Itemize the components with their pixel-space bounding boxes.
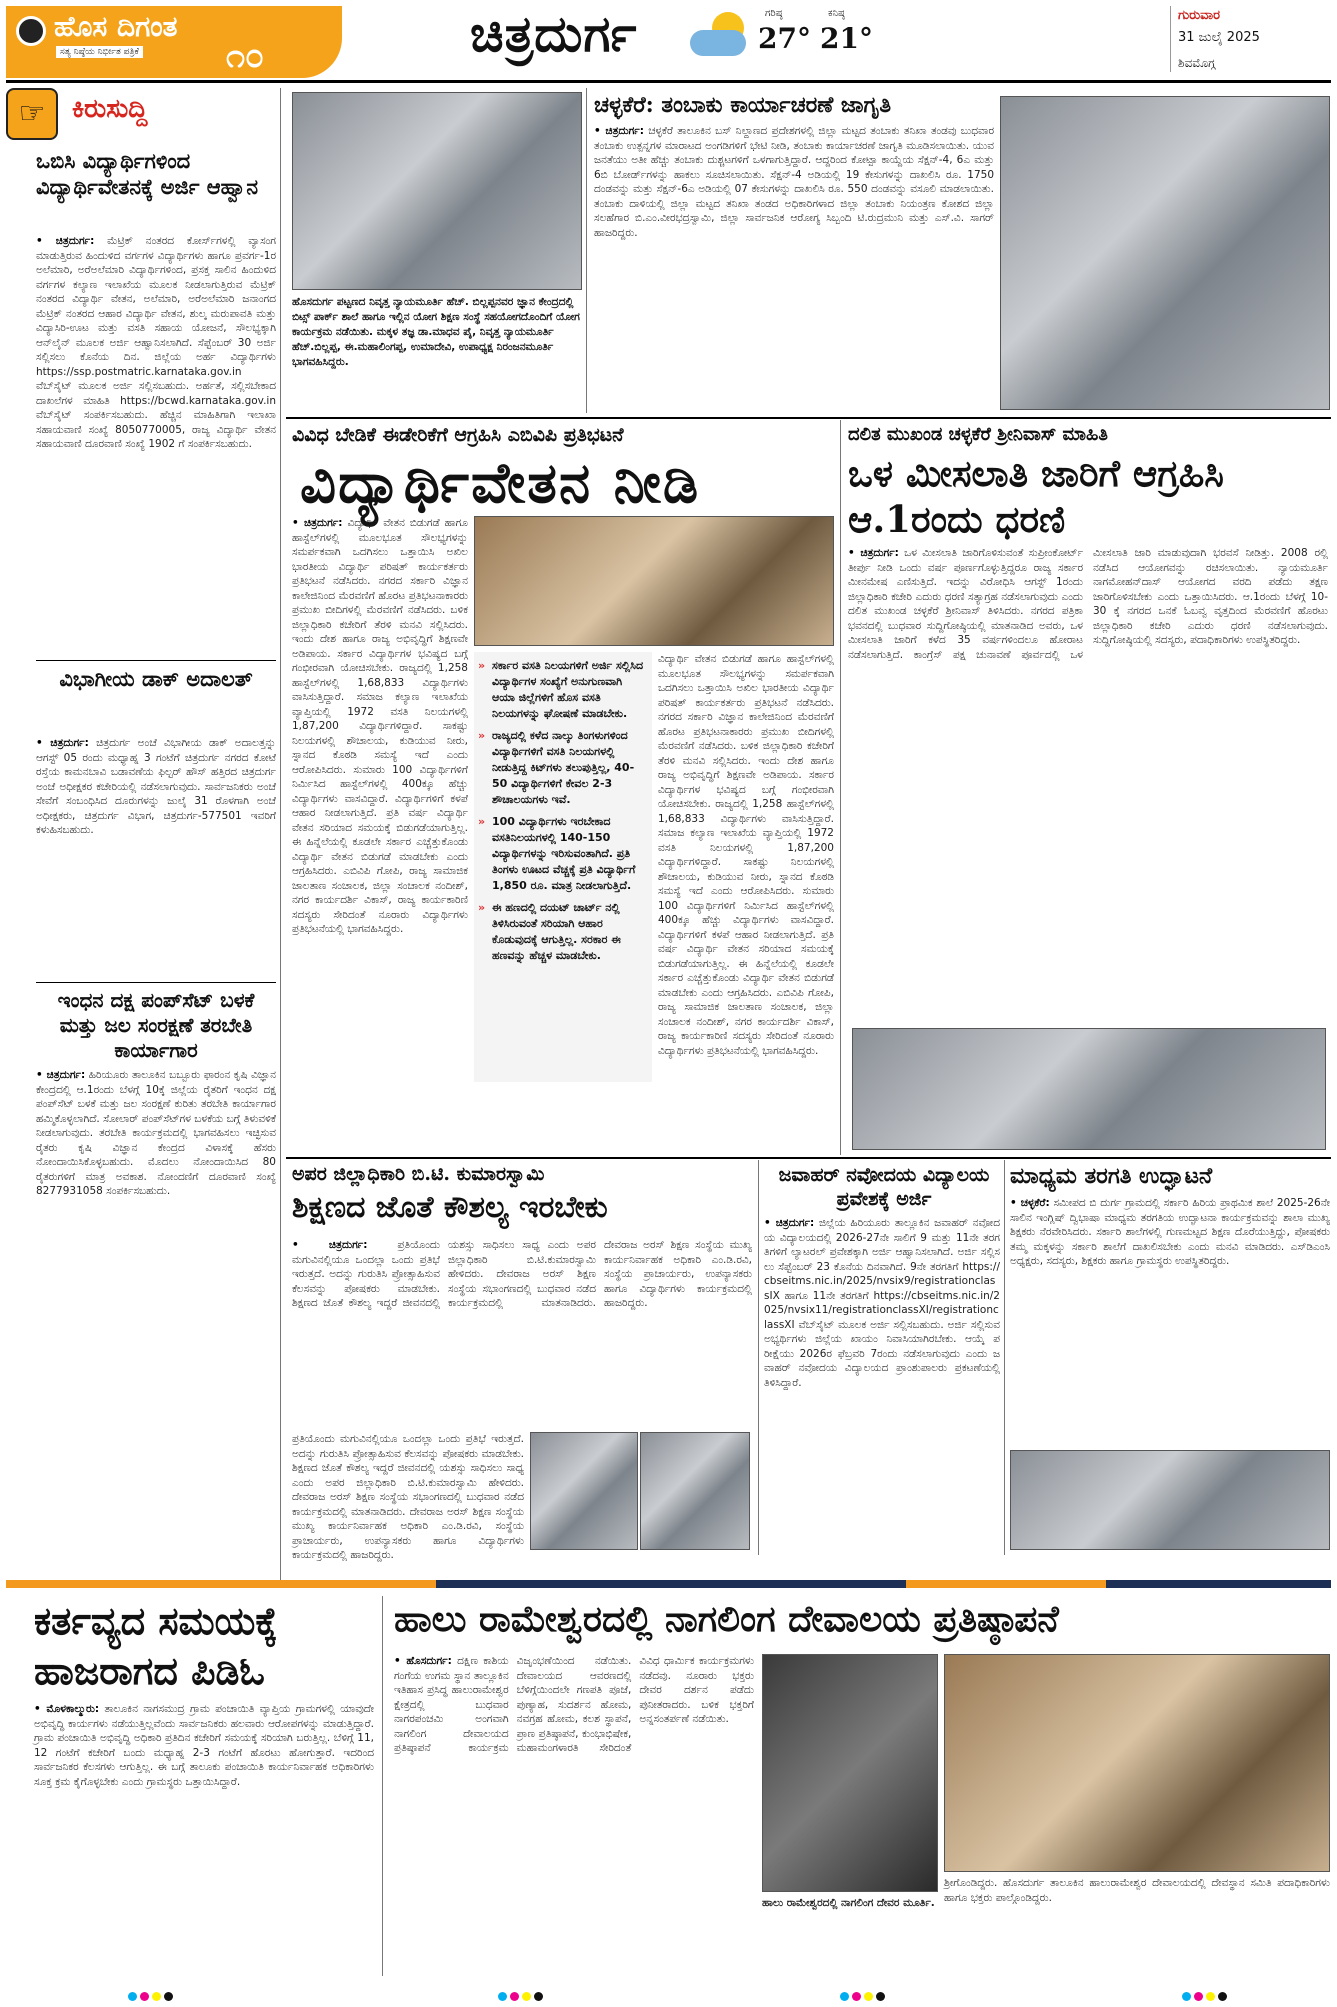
section-color-bar [6, 1580, 1331, 1588]
highlight-item: » 100 ವಿದ್ಯಾರ್ಥಿಗಳು ಇರಬೇಕಾದ ವಸತಿನಿಲಯಗಳಲ್ಲಿ 140-150 ವಿದ್ಯಾರ್ಥಿಗಳನ್ನು ಇರಿಸುವಂತಾಗಿದೆ. ಪ್ರತಿ ತಿಂಗಳು ಊಟದ ವೆಚ್ಚಕ್ಕೆ ಪ್ರತಿ ವಿದ್ಯಾರ್ಥಿಗೆ 1,850 ರೂ. ಮಾತ್ರ ನೀಡಲಾಗುತ್ತಿದೆ. [478, 814, 648, 894]
kiru-2-dateline: • ಚಿತ್ರದುರ್ಗ: [36, 737, 89, 749]
skills-dateline: • ಚಿತ್ರದುರ್ಗ: [292, 1239, 368, 1251]
dalit-dateline: • ಚಿತ್ರದುರ್ಗ: [848, 547, 899, 559]
skills-text-cont: ಪ್ರತಿಯೊಂದು ಮಗುವಿನಲ್ಲಿಯೂ ಒಂದಲ್ಲಾ ಒಂದು ಪ್ರತಿಭೆ ಇರುತ್ತದೆ. ಅದನ್ನು ಗುರುತಿಸಿ ಪ್ರೋತ್ಸಾಹಿಸುವ ಕೆಲಸವನ್ನು ಪೋಷಕರು ಮಾಡಬೇಕು. ಶಿಕ್ಷಣದ ಜೊತೆ ಕೌಶಲ್ಯ ಇದ್ದರೆ ಜೀವನದಲ್ಲಿ ಯಶಸ್ಸು ಸಾಧಿಸಲು ಸಾಧ್ಯ ಎಂದು ಅಪರ ಜಿಲ್ಲಾಧಿಕಾರಿ ಬಿ.ಟಿ.ಕುಮಾರಸ್ವಾಮಿ ಹೇಳಿದರು. ದೇವರಾಜ ಅರಸ್ ಶಿಕ್ಷಣ ಸಂಸ್ಥೆಯ ಸಭಾಂಗಣದಲ್ಲಿ ಬುಧವಾರ ನಡೆದ ಕಾರ್ಯಕ್ರಮದಲ್ಲಿ ಮಾತನಾಡಿದರು. ದೇವರಾಜ ಅರಸ್ ಶಿಕ್ಷಣ ಸಂಸ್ಥೆಯ ಮುಖ್ಯ ಕಾರ್ಯನಿರ್ವಾಹಕ ಅಧಿಕಾರಿ ಎಂ.ಡಿ.ರವಿ, ಸಂಸ್ಥೆಯ ಪ್ರಾಚಾರ್ಯರು, ಉಪನ್ಯಾಸಕರು ಹಾಗೂ ವಿದ್ಯಾರ್ಥಿಗಳು ಕಾರ್ಯಕ್ರಮದಲ್ಲಿ ಹಾಜರಿದ್ದರು. [292, 1433, 524, 1561]
temple-text: ದಕ್ಷಿಣ ಕಾಶಿಯ ಗಂಗೆಯ ಉಗಮ ಸ್ಥಾನ ತಾಲ್ಲೂಕಿನ ಇತಿಹಾಸ ಪ್ರಸಿದ್ಧ ಹಾಲುರಾಮೇಶ್ವರ ಕ್ಷೇತ್ರದಲ್ಲಿ ಬುಧವಾರ ನಾಗರಪಂಚಮಿ ಅಂಗವಾಗಿ ನಾಗಲಿಂಗ ದೇವಾಲಯದ ಪ್ರತಿಷ್ಠಾಪನೆ ಕಾರ್ಯಕ್ರಮ ವಿಜೃಂಭಣೆಯಿಂದ ನಡೆಯಿತು. ದೇವಾಲಯದ ಆವರಣದಲ್ಲಿ ಬೆಳಿಗ್ಗೆಯಿಂದಲೇ ಗಣಪತಿ ಪೂಜೆ, ಪುಣ್ಯಾಹ, ಸುದರ್ಶನ ಹೋಮ, ನವಗ್ರಹ ಹೋಮ, ಕಲಶ ಸ್ಥಾಪನೆ, ಪ್ರಾಣ ಪ್ರತಿಷ್ಠಾಪನೆ, ಕುಂಭಾಭಿಷೇಕ, ಮಹಾಮಂಗಳಾರತಿ ಸೇರಿದಂತೆ ವಿವಿಧ ಧಾರ್ಮಿಕ ಕಾರ್ಯಕ್ರಮಗಳು ನಡೆದವು. ನೂರಾರು ಭಕ್ತರು ದೇವರ ದರ್ಶನ ಪಡೆದು ಪುನೀತರಾದರು. ಬಳಿಕ ಭಕ್ತರಿಗೆ ಅನ್ನಸಂತರ್ಪಣೆ ನಡೆಯಿತು. [394, 1655, 754, 1754]
kiru-3-text: ಹಿರಿಯೂರು ತಾಲೂಕಿನ ಬಬ್ಬೂರು ಫಾರಂನ ಕೃಷಿ ವಿಜ್ಞಾನ ಕೇಂದ್ರದಲ್ಲಿ ಆ.1ರಂದು ಬೆಳಗ್ಗೆ 10ಕ್ಕೆ ಜಿಲ್ಲೆಯ ರೈತರಿಗೆ ಇಂಧನ ದಕ್ಷ ಪಂಪ್‌ಸೆಟ್ ಬಳಕೆ ಮತ್ತು ಜಲ ಸಂರಕ್ಷಣೆ ಕುರಿತು ತರಬೇತಿ ಕಾರ್ಯಾಗಾರ ಹಮ್ಮಿಕೊಳ್ಳಲಾಗಿದೆ. ಸೋಲಾರ್ ಪಂಪ್‌ಸೆಟ್‌ಗಳ ಬಳಕೆಯ ಬಗ್ಗೆ ತಿಳುವಳಿಕೆ ನೀಡಲಾಗುವುದು. ತರಬೇತಿ ಕಾರ್ಯಕ್ರಮದಲ್ಲಿ ಭಾಗವಹಿಸಲು ಇಚ್ಛಿಸುವ ರೈತರು ಕೃಷಿ ವಿಜ್ಞಾನ ಕೇಂದ್ರದ ವಿಳಾಸಕ್ಕೆ ಹೆಸರು ನೋಂದಾಯಿಸಿಕೊಳ್ಳಬಹುದು. ಮೊದಲು ನೋಂದಾಯಿಸಿದ 80 ರೈತರುಗಳಿಗೆ ಮಾತ್ರ ಅವಕಾಶ. ನೋಂದಣಿಗೆ ದೂರವಾಣಿ ಸಂಖ್ಯೆ 8277931058 ಸಂಪರ್ಕಿಸಬಹುದು. [36, 1069, 276, 1197]
bar-orange-left [6, 1580, 436, 1588]
navodaya-dateline: • ಚಿತ್ರದುರ್ಗ: [764, 1217, 815, 1229]
dalit-body [848, 546, 1328, 1026]
skills-text: ಪ್ರತಿಯೊಂದು ಮಗುವಿನಲ್ಲಿಯೂ ಒಂದಲ್ಲಾ ಒಂದು ಪ್ರತಿಭೆ ಇರುತ್ತದೆ. ಅದನ್ನು ಗುರುತಿಸಿ ಪ್ರೋತ್ಸಾಹಿಸುವ ಕೆಲಸವನ್ನು ಪೋಷಕರು ಮಾಡಬೇಕು. ಶಿಕ್ಷಣದ ಜೊತೆ ಕೌಶಲ್ಯ ಇದ್ದರೆ ಜೀವನದಲ್ಲಿ ಯಶಸ್ಸು ಸಾಧಿಸಲು ಸಾಧ್ಯ ಎಂದು ಅಪರ ಜಿಲ್ಲಾಧಿಕಾರಿ ಬಿ.ಟಿ.ಕುಮಾರಸ್ವಾಮಿ ಹೇಳಿದರು. ದೇವರಾಜ ಅರಸ್ ಶಿಕ್ಷಣ ಸಂಸ್ಥೆಯ ಸಭಾಂಗಣದಲ್ಲಿ ಬುಧವಾರ ನಡೆದ ಕಾರ್ಯಕ್ರಮದಲ್ಲಿ ಮಾತನಾಡಿದರು. ದೇವರಾಜ ಅರಸ್ ಶಿಕ್ಷಣ ಸಂಸ್ಥೆಯ ಮುಖ್ಯ ಕಾರ್ಯನಿರ್ವಾಹಕ ಅಧಿಕಾರಿ ಎಂ.ಡಿ.ರವಿ, ಸಂಸ್ಥೆಯ ಪ್ರಾಚಾರ್ಯರು, ಉಪನ್ಯಾಸಕರು ಹಾಗೂ ವಿದ್ಯಾರ್ಥಿಗಳು ಕಾರ್ಯಕ್ರಮದಲ್ಲಿ ಹಾಜರಿದ್ದರು. [292, 1239, 752, 1309]
temple-body [394, 1654, 754, 1972]
skills-headline: ಶಿಕ್ಷಣದ ಜೊತೆ ಕೌಶಲ್ಯ ಇರಬೇಕು [292, 1190, 608, 1225]
pdo-headline: ಕರ್ತವ್ಯದ ಸಮಯಕ್ಕೆ ಹಾಜರಾಗದ ಪಿಡಿಓ [34, 1598, 278, 1693]
edition-title: ಚಿತ್ರದುರ್ಗ [470, 4, 638, 63]
skills-event-photo-2 [640, 1432, 750, 1550]
skills-kicker: ಅಪರ ಜಿಲ್ಲಾಧಿಕಾರಿ ಬಿ.ಟಿ. ಕುಮಾರಸ್ವಾಮಿ [292, 1163, 545, 1185]
kirusuddi-label: ಕಿರುಸುದ್ದಿ [72, 94, 148, 124]
dalit-headline: ಒಳ ಮೀಸಲಾತಿ ಜಾರಿಗೆ ಆಗ್ರಹಿಸಿ ಆ.1ರಂದು ಧರಣಿ [848, 451, 1224, 541]
temp-max-label: ಗರಿಷ್ಠ [765, 8, 783, 19]
skills-body-lower [292, 1432, 524, 1561]
scholarship-body-col3 [658, 652, 834, 1152]
column-rule-pdo [382, 1596, 383, 1976]
city-label: ಶಿವಮೊಗ್ಗ [1178, 56, 1216, 70]
kiru-2-body [36, 736, 276, 976]
scholarship-body-col1 [292, 516, 468, 1156]
temp-min-label: ಕನಿಷ್ಠ [828, 8, 845, 19]
kirusuddi-badge [6, 88, 246, 140]
temp-min: 21° [820, 22, 873, 55]
highlight-item: » ಸರ್ಕಾರ ವಸತಿ ನಿಲಯಗಳಿಗೆ ಅರ್ಜಿ ಸಲ್ಲಿಸಿದ ವಿದ್ಯಾರ್ಥಿಗಳ ಸಂಖ್ಯೆಗೆ ಅನುಗುಣವಾಗಿ ಆಯಾ ಜಿಲ್ಲೆಗಳಿಗೆ ಹೊಸ ವಸತಿ ನಿಲಯಗಳನ್ನು ಘೋಷಣೆ ಮಾಡಬೇಕು. [478, 658, 648, 722]
paper-logo-block [6, 6, 342, 78]
kiru-2-text: ಚಿತ್ರದುರ್ಗ ಅಂಚೆ ವಿಭಾಗೀಯ ಡಾಕ್ ಅದಾಲತ್ತನ್ನು ಆಗಸ್ಟ್ 05 ರಂದು ಮಧ್ಯಾಹ್ನ 3 ಗಂಟೆಗೆ ಚಿತ್ರದುರ್ಗ ನಗರದ ಕೋಟೆ ರಸ್ತೆಯ ಕಾಮನಬಾವಿ ಬಡಾವಣೆಯ ಫಿಲ್ಟರ್ ಹೌಸ್ ಹತ್ತಿರದ ಚಿತ್ರದುರ್ಗ ಅಂಚೆ ಅಧೀಕ್ಷಕರ ಕಚೇರಿಯಲ್ಲಿ ನಡೆಸಲಾಗುವುದು. ಸಾರ್ವಜನಿಕರು ಅಂಚೆ ಸೇವೆಗೆ ಸಂಬಂಧಿಸಿದ ದೂರುಗಳನ್ನು ಜುಲೈ 31 ರೊಳಗಾಗಿ ಅಂಚೆ ಅಧೀಕ್ಷಕರು, ಚಿತ್ರದುರ್ಗ ವಿಭಾಗ, ಚಿತ್ರದುರ್ಗ-577501 ಇವರಿಗೆ ಕಳುಹಿಸಬಹುದು. [36, 737, 276, 836]
print-registration-dots-1 [128, 1986, 176, 2005]
pdo-text: ತಾಲೂಕಿನ ನಾಗಸಮುದ್ರ ಗ್ರಾಮ ಪಂಚಾಯಿತಿ ವ್ಯಾಪ್ತಿಯ ಗ್ರಾಮಗಳಲ್ಲಿ ಯಾವುದೇ ಅಭಿವೃದ್ಧಿ ಕಾರ್ಯಗಳು ನಡೆಯುತ್ತಿಲ್ಲವೆಂದು ಸಾರ್ವಜನಿಕರು ಹಲವಾರು ಆರೋಪಗಳನ್ನು ಮಾಡುತ್ತಿದ್ದಾರೆ. ಗ್ರಾಮ ಪಂಚಾಯಿತಿ ಅಭಿವೃದ್ಧಿ ಅಧಿಕಾರಿ ಪ್ರತಿದಿನ ಕಚೇರಿಗೆ ಸಮಯಕ್ಕೆ ಸರಿಯಾಗಿ ಬರುತ್ತಿಲ್ಲ. ಬೆಳಿಗ್ಗೆ 11, 12 ಗಂಟೆಗೆ ಕಚೇರಿಗೆ ಬಂದು ಮಧ್ಯಾಹ್ನ 2-3 ಗಂಟೆಗೆ ಹೊರಟು ಹೋಗುತ್ತಾರೆ. ಇದರಿಂದ ಸಾರ್ವಜನಿಕರ ಕೆಲಸಗಳು ಆಗುತ್ತಿಲ್ಲ. ಈ ಬಗ್ಗೆ ತಾಲೂಕು ಪಂಚಾಯಿತಿ ಕಾರ್ಯನಿರ್ವಾಹಕ ಅಧಿಕಾರಿಗಳು ಸೂಕ್ತ ಕ್ರಮ ಕೈಗೊಳ್ಳಬೇಕು ಎಂದು ಗ್ರಾಮಸ್ಥರು ಒತ್ತಾಯಿಸಿದ್ದಾರೆ. [34, 1703, 375, 1788]
tobacco-headline: ಚಳ್ಳಕೆರೆ: ತಂಬಾಕು ಕಾರ್ಯಾಚರಣೆ ಜಾಗೃತಿ [594, 92, 892, 118]
kiru-1-headline: ಒಬಿಸಿ ವಿದ್ಯಾರ್ಥಿಗಳಿಂದ ವಿದ್ಯಾರ್ಥಿವೇತನಕ್ಕೆ ಅರ್ಜಿ ಆಹ್ವಾನ [36, 148, 259, 199]
pdo-dateline: • ಮೊಳಕಾಲ್ಮುರು: [34, 1703, 100, 1715]
masthead [0, 0, 1337, 80]
scholarship-kicker: ವಿವಿಧ ಬೇಡಿಕೆ ಈಡೇರಿಕೆಗೆ ಆಗ್ರಹಿಸಿ ಎಬಿವಿಪಿ ಪ್ರತಿಭಟನೆ [292, 424, 624, 446]
navodaya-text: ಜಿಲ್ಲೆಯ ಹಿರಿಯೂರು ತಾಲ್ಲೂಕಿನ ಜವಾಹರ್ ನವೋದಯ ವಿದ್ಯಾಲಯದಲ್ಲಿ 2026-27ನೇ ಸಾಲಿಗೆ 9 ಮತ್ತು 11ನೇ ತರಗತಿಗಳಿಗೆ ಲ್ಯಾಟರಲ್ ಪ್ರವೇಶಕ್ಕಾಗಿ ಅರ್ಜಿ ಆಹ್ವಾನಿಸಲಾಗಿದೆ. ಅರ್ಜಿ ಸಲ್ಲಿಸಲು ಸೆಪ್ಟೆಂಬರ್ 23 ಕೊನೆಯ ದಿನವಾಗಿದೆ. 9ನೇ ತರಗತಿಗೆ https://cbseitms.nic.in/2025/nvsix9/registrationclassIX ಹಾಗೂ 11ನೇ ತರಗತಿಗೆ https://cbseitms.nic.in/2025/nvsix11/registrationclassXI/registrationclassXI ವೆಬ್‌ಸೈಟ್ ಮೂಲಕ ಅರ್ಜಿ ಸಲ್ಲಿಸಬಹುದು. ಅರ್ಜಿ ಸಲ್ಲಿಸುವ ಅಭ್ಯರ್ಥಿಗಳು ಜಿಲ್ಲೆಯ ಖಾಯಂ ನಿವಾಸಿಯಾಗಿರಬೇಕು. ಆಯ್ಕೆ ಪರೀಕ್ಷೆಯು 2026ರ ಫೆಬ್ರವರಿ 7ರಂದು ನಡೆಸಲಾಗುವುದು ಎಂದು ಜವಾಹರ್ ನವೋದಯ ವಿದ್ಯಾಲಯದ ಪ್ರಾಂಶುಪಾಲರು ಪ್ರಕಟಣೆಯಲ್ಲಿ ತಿಳಿಸಿದ್ದಾರೆ. [764, 1217, 1000, 1389]
highlight-item: » ರಾಜ್ಯದಲ್ಲಿ ಕಳೆದ ನಾಲ್ಕು ತಿಂಗಳುಗಳಿಂದ ವಿದ್ಯಾರ್ಥಿಗಳಿಗೆ ವಸತಿ ನಿಲಯಗಳಲ್ಲಿ ನೀಡುತ್ತಿದ್ದ ಕಿಟ್‌ಗಳು ತಲುಪುತ್ತಿಲ್ಲ, 40-50 ವಿದ್ಯಾರ್ಥಿಗಳಿಗೆ ಕೇವಲ 2-3 ಶೌಚಾಲಯಗಳು ಇವೆ. [478, 728, 648, 808]
medium-body [1010, 1196, 1330, 1446]
skills-event-photo-1 [530, 1432, 638, 1550]
kiru-1-text: ಮೆಟ್ರಿಕ್ ನಂತರದ ಕೋರ್ಸ್‌ಗಳಲ್ಲಿ ವ್ಯಾಸಂಗ ಮಾಡುತ್ತಿರುವ ಹಿಂದುಳಿದ ವರ್ಗಗಳ ವಿದ್ಯಾರ್ಥಿಗಳು ಹಾಗೂ ಪ್ರವರ್ಗ-1ರ ಅಲೆಮಾರಿ, ಅರೆಅಲೆಮಾರಿ ವಿದ್ಯಾರ್ಥಿಗಳಿಂದ, ಪ್ರಸಕ್ತ ಸಾಲಿನ ಹಿಂದುಳಿದ ವರ್ಗಗಳ ಕಲ್ಯಾಣ ಇಲಾಖೆಯ ಮೂಲಕ ನೀಡಲಾಗುತ್ತಿರುವ ಮೆಟ್ರಿಕ್ ನಂತರದ ವಿದ್ಯಾರ್ಥಿ ವೇತನ, ಅಲೆಮಾರಿ, ಅರೆಅಲೆಮಾರಿ ಜನಾಂಗದ ಮೆಟ್ರಿಕ್ ನಂತರದ ಆಹಾರ ವಿದ್ಯಾರ್ಥಿ ವೇತನ, ಶುಲ್ಕ ಮರುಪಾವತಿ ಮತ್ತು ವಿದ್ಯಾಸಿರಿ-ಊಟ ಮತ್ತು ವಸತಿ ಸಹಾಯ ಯೋಜನೆ, ಸೌಲಭ್ಯಕ್ಕಾಗಿ ಆನ್‌ಲೈನ್ ಮೂಲಕ ಅರ್ಜಿ ಆಹ್ವಾನಿಸಲಾಗಿದೆ. ಸೆಪ್ಟೆಂಬರ್ 30 ಅರ್ಜಿ ಸಲ್ಲಿಸಲು ಕೊನೆಯ ದಿನ. ಜಿಲ್ಲೆಯ ಅರ್ಹ ವಿದ್ಯಾರ್ಥಿಗಳು https://ssp.postmatric.karnataka.gov.in ವೆಬ್‌ಸೈಟ್ ಮೂಲಕ ಅರ್ಜಿ ಸಲ್ಲಿಸಬಹುದು. ಅರ್ಹತೆ, ಸಲ್ಲಿಸಬೇಕಾದ ದಾಖಲೆಗಳ ಮಾಹಿತಿ https://bcwd.karnataka.gov.in ವೆಬ್‌ಸೈಟ್ ಸಂಪರ್ಕಿಸಬಹುದು. ಹೆಚ್ಚಿನ ಮಾಹಿತಿಗಾಗಿ ಇಲಾಖಾ ಸಹಾಯವಾಣಿ ಸಂಖ್ಯೆ 8050770005, ರಾಜ್ಯ ವಿದ್ಯಾರ್ಥಿ ವೇತನ ಸಹಾಯವಾಣಿ ದೂರವಾಣಿ ಸಂಖ್ಯೆ 1902 ಗೆ ಸಂಪರ್ಕಿಸಬಹುದು. [36, 235, 276, 450]
temple-caption-1: ಹಾಲು ರಾಮೇಶ್ವರದಲ್ಲಿ ನಾಗಲಿಂಗ ದೇವರ ಮೂರ್ತಿ. [762, 1897, 935, 1909]
temple-dateline: • ಹೊಸದುರ್ಗ: [394, 1655, 452, 1667]
nagalinga-idol-photo [762, 1654, 938, 1892]
yoga-photo-caption: ಹೊಸದುರ್ಗ ಪಟ್ಟಣದ ನಿವೃತ್ತ ನ್ಯಾಯಮೂರ್ತಿ ಹೆಚ್. ಬಿಲ್ಲಪ್ಪನವರ ಜ್ಞಾನ ಕೇಂದ್ರದಲ್ಲಿ ಬಿಟ್ಸ್ ಪಾರ್ಕ್ ಶಾಲೆ ಹಾಗೂ ಇಲ್ಲಿನ ಯೋಗ ಶಿಕ್ಷಣ ಸಂಸ್ಥೆ ಸಹಯೋಗದೊಂದಿಗೆ ಯೋಗ ಕಾರ್ಯಕ್ರಮ ನಡೆಯಿತು. ಮಕ್ಕಳ ತಜ್ಞ ಡಾ.ಮಾಧವ ಪೈ, ನಿವೃತ್ತ ನ್ಯಾಯಮೂರ್ತಿ ಹೆಚ್.ಬಿಲ್ಲಪ್ಪ, ಈ.ಮಹಾಲಿಂಗಪ್ಪ, ಉಮಾದೇವಿ, ಉಪಾಧ್ಯಕ್ಷ ನಿರಂಜನಮೂರ್ತಿ ಭಾಗವಹಿಸಿದ್ದರು. [292, 296, 580, 368]
dalit-kicker: ದಲಿತ ಮುಖಂಡ ಚಳ್ಳಕೆರೆ ಶ್ರೀನಿವಾಸ್ ಮಾಹಿತಿ [848, 424, 1108, 445]
medium-class-photo [1010, 1450, 1330, 1550]
masthead-divider [1170, 6, 1171, 72]
tobacco-text: ಚಳ್ಳಕೆರೆ ತಾಲೂಕಿನ ಬಸ್ ನಿಲ್ದಾಣದ ಪ್ರದೇಶಗಳಲ್ಲಿ ಜಿಲ್ಲಾ ಮಟ್ಟದ ತಂಬಾಕು ತನಿಖಾ ತಂಡವು ಬುಧವಾರ ತಂಬಾಕು ಉತ್ಪನ್ನಗಳ ಮಾರಾಟದ ಅಂಗಡಿಗಳಿಗೆ ಭೇಟಿ ನೀಡಿ, ತಂಬಾಕು ಕಾರ್ಯಾಚರಣೆ ಜಾಗೃತಿ ಮೂಡಿಸಲಾಯಿತು. ಯುವ ಜನತೆಯು ಅತೀ ಹೆಚ್ಚು ತಂಬಾಕು ದುಶ್ಚಟಗಳಿಗೆ ಒಳಗಾಗುತ್ತಿದ್ದಾರೆ. ಆದ್ದರಿಂದ ಕೋಟ್ಪಾ ಕಾಯ್ದೆಯ ಸೆಕ್ಷನ್-4, 6ಎ ಮತ್ತು 6ಬಿ ಬೋರ್ಡ್‌ಗಳನ್ನು ಹಾಕಲು ಸೂಚಿಸಲಾಯಿತು. ಸೆಕ್ಷನ್-4 ಅಡಿಯಲ್ಲಿ 19 ಕೇಸುಗಳನ್ನು ದಾಖಲಿಸಿ ರೂ. 1750 ದಂಡವನ್ನು ಮತ್ತು ಸೆಕ್ಷನ್-6ಎ ಅಡಿಯಲ್ಲಿ 07 ಕೇಸುಗಳನ್ನು ದಾಖಲಿಸಿ ರೂ. 550 ದಂಡವನ್ನು ವಸೂಲಿ ಮಾಡಲಾಯಿತು. ತಂಬಾಕು ದಾಳಿಯಲ್ಲಿ ಜಿಲ್ಲಾ ಮಟ್ಟದ ತನಿಖಾ ತಂಡದ ಅಧಿಕಾರಿಗಳಾದ ಜಿಲ್ಲಾ ತಂಬಾಕು ನಿಯಂತ್ರಣ ಕೋಶದ ಜಿಲ್ಲಾ ಸಲಹೆಗಾರ ಬಿ.ಎಂ.ವೀರಭದ್ರಸ್ವಾಮಿ, ಜಿಲ್ಲಾ ಸಾರ್ವಜನಿಕ ಆರೋಗ್ಯ ಸಿಬ್ಬಂದಿ ಟಿ.ರುದ್ರಮುನಿ ಮತ್ತು ಎಸ್.ವಿ. ಸಾಗರ್ ಹಾಜರಿದ್ದರು. [594, 125, 994, 239]
highlight-item: » ಈ ಹಣದಲ್ಲಿ ದಯಟ್ ಚಾರ್ಟ್ ನಲ್ಲಿ ತಿಳಿಸಿರುವಂತೆ ಸರಿಯಾಗಿ ಆಹಾರ ಕೊಡುವುದಕ್ಕೆ ಆಗುತ್ತಿಲ್ಲ. ಸರಕಾರ ಈ ಹಣವನ್ನು ಹೆಚ್ಚಳ ಮಾಡಬೇಕು. [478, 900, 648, 964]
temp-max: 27° [758, 22, 811, 55]
section-rule-2 [286, 1157, 1331, 1159]
temple-caption-2: ಶ್ರೀಗೊಂಡಿದ್ದರು. ಹೊಸದುರ್ಗ ತಾಲೂಕಿನ ಹಾಲುರಾಮೇಶ್ವರ ದೇವಾಲಯದಲ್ಲಿ ದೇವಸ್ಥಾನ ಸಮಿತಿ ಪದಾಧಿಕಾರಿಗಳು ಹಾಗೂ ಭಕ್ತರು ಪಾಲ್ಗೊಂಡಿದ್ದರು. [944, 1877, 1330, 1904]
tobacco-dateline: • ಚಿತ್ರದುರ್ಗ: [594, 125, 644, 137]
scholarship-text: ವಿದ್ಯಾರ್ಥಿ ವೇತನ ಬಿಡುಗಡೆ ಹಾಗೂ ಹಾಸ್ಟೆಲ್‌ಗಳಲ್ಲಿ ಮೂಲಭೂತ ಸೌಲಭ್ಯಗಳನ್ನು ಸಮರ್ಪಕವಾಗಿ ಒದಗಿಸಲು ಒತ್ತಾಯಿಸಿ ಅಖಿಲ ಭಾರತೀಯ ವಿದ್ಯಾರ್ಥಿ ಪರಿಷತ್ ಕಾರ್ಯಕರ್ತರು ಪ್ರತಿಭಟನೆ ನಡೆಸಿದರು. ನಗರದ ಸರ್ಕಾರಿ ವಿಜ್ಞಾನ ಕಾಲೇಜಿನಿಂದ ಮೆರವಣಿಗೆ ಹೊರಟ ಪ್ರತಿಭಟನಾಕಾರರು ಪ್ರಮುಖ ಬೀದಿಗಳಲ್ಲಿ ಮೆರವಣಿಗೆ ನಡೆಸಿದರು. ಬಳಿಕ ಜಿಲ್ಲಾಧಿಕಾರಿ ಕಚೇರಿಗೆ ತೆರಳಿ ಮನವಿ ಸಲ್ಲಿಸಿದರು. ಇಂದು ದೇಶ ಹಾಗೂ ರಾಜ್ಯ ಅಭಿವೃದ್ಧಿಗೆ ಶಿಕ್ಷಣವೇ ಅಡಿಪಾಯ. ಸರ್ಕಾರ ವಿದ್ಯಾರ್ಥಿಗಳ ಭವಿಷ್ಯದ ಬಗ್ಗೆ ಗಂಭೀರವಾಗಿ ಯೋಚಿಸಬೇಕು. ರಾಜ್ಯದಲ್ಲಿ 1,258 ಹಾಸ್ಟೆಲ್‌ಗಳಲ್ಲಿ 1,68,833 ವಿದ್ಯಾರ್ಥಿಗಳು ವಾಸಿಸುತ್ತಿದ್ದಾರೆ. ಸಮಾಜ ಕಲ್ಯಾಣ ಇಲಾಖೆಯ ವ್ಯಾಪ್ತಿಯಲ್ಲಿ 1972 ವಸತಿ ನಿಲಯಗಳಲ್ಲಿ 1,87,200 ವಿದ್ಯಾರ್ಥಿಗಳಿದ್ದಾರೆ. ಸಾಕಷ್ಟು ನಿಲಯಗಳಲ್ಲಿ ಶೌಚಾಲಯ, ಕುಡಿಯುವ ನೀರು, ಸ್ನಾನದ ಕೊಠಡಿ ಸಮಸ್ಯೆ ಇದೆ ಎಂದು ಆರೋಪಿಸಿದರು. ಸುಮಾರು 100 ವಿದ್ಯಾರ್ಥಿಗಳಿಗೆ ನಿರ್ಮಿಸಿದ ಹಾಸ್ಟೆಲ್‌ಗಳಲ್ಲಿ 400ಕ್ಕೂ ಹೆಚ್ಚು ವಿದ್ಯಾರ್ಥಿಗಳು ವಾಸವಿದ್ದಾರೆ. ವಿದ್ಯಾರ್ಥಿಗಳಿಗೆ ಕಳಪೆ ಆಹಾರ ನೀಡಲಾಗುತ್ತಿದೆ. ಪ್ರತಿ ವರ್ಷ ವಿದ್ಯಾರ್ಥಿ ವೇತನ ಸರಿಯಾದ ಸಮಯಕ್ಕೆ ಬಿಡುಗಡೆಯಾಗುತ್ತಿಲ್ಲ. ಈ ಹಿನ್ನೆಲೆಯಲ್ಲಿ ಕೂಡಲೇ ಸರ್ಕಾರ ಎಚ್ಚೆತ್ತುಕೊಂಡು ವಿದ್ಯಾರ್ಥಿ ವೇತನ ಬಿಡುಗಡೆ ಮಾಡಬೇಕು ಎಂದು ಆಗ್ರಹಿಸಿದರು. ಎಬಿವಿಪಿ ಗೋಪಿ, ರಾಜ್ಯ ಸಾಮಾಜಿಕ ಜಾಲತಾಣ ಸಂಚಾಲಕ, ಜಿಲ್ಲಾ ಸಂಚಾಲಕ ನಂದೀಶ್, ನಗರ ಕಾರ್ಯದರ್ಶಿ ವಿಕಾಸ್, ರಾಜ್ಯ ಕಾರ್ಯಕಾರಿಣಿ ಸದಸ್ಯರು ಸೇರಿದಂತೆ ನೂರಾರು ವಿದ್ಯಾರ್ಥಿಗಳು ಪ್ರತಿಭಟನೆಯಲ್ಲಿ ಭಾಗವಹಿಸಿದ್ದರು. [292, 517, 469, 935]
scholarship-text-cont: ವಿದ್ಯಾರ್ಥಿ ವೇತನ ಬಿಡುಗಡೆ ಹಾಗೂ ಹಾಸ್ಟೆಲ್‌ಗಳಲ್ಲಿ ಮೂಲಭೂತ ಸೌಲಭ್ಯಗಳನ್ನು ಸಮರ್ಪಕವಾಗಿ ಒದಗಿಸಲು ಒತ್ತಾಯಿಸಿ ಅಖಿಲ ಭಾರತೀಯ ವಿದ್ಯಾರ್ಥಿ ಪರಿಷತ್ ಕಾರ್ಯಕರ್ತರು ಪ್ರತಿಭಟನೆ ನಡೆಸಿದರು. ನಗರದ ಸರ್ಕಾರಿ ವಿಜ್ಞಾನ ಕಾಲೇಜಿನಿಂದ ಮೆರವಣಿಗೆ ಹೊರಟ ಪ್ರತಿಭಟನಾಕಾರರು ಪ್ರಮುಖ ಬೀದಿಗಳಲ್ಲಿ ಮೆರವಣಿಗೆ ನಡೆಸಿದರು. ಬಳಿಕ ಜಿಲ್ಲಾಧಿಕಾರಿ ಕಚೇರಿಗೆ ತೆರಳಿ ಮನವಿ ಸಲ್ಲಿಸಿದರು. ಇಂದು ದೇಶ ಹಾಗೂ ರಾಜ್ಯ ಅಭಿವೃದ್ಧಿಗೆ ಶಿಕ್ಷಣವೇ ಅಡಿಪಾಯ. ಸರ್ಕಾರ ವಿದ್ಯಾರ್ಥಿಗಳ ಭವಿಷ್ಯದ ಬಗ್ಗೆ ಗಂಭೀರವಾಗಿ ಯೋಚಿಸಬೇಕು. ರಾಜ್ಯದಲ್ಲಿ 1,258 ಹಾಸ್ಟೆಲ್‌ಗಳಲ್ಲಿ 1,68,833 ವಿದ್ಯಾರ್ಥಿಗಳು ವಾಸಿಸುತ್ತಿದ್ದಾರೆ. ಸಮಾಜ ಕಲ್ಯಾಣ ಇಲಾಖೆಯ ವ್ಯಾಪ್ತಿಯಲ್ಲಿ 1972 ವಸತಿ ನಿಲಯಗಳಲ್ಲಿ 1,87,200 ವಿದ್ಯಾರ್ಥಿಗಳಿದ್ದಾರೆ. ಸಾಕಷ್ಟು ನಿಲಯಗಳಲ್ಲಿ ಶೌಚಾಲಯ, ಕುಡಿಯುವ ನೀರು, ಸ್ನಾನದ ಕೊಠಡಿ ಸಮಸ್ಯೆ ಇದೆ ಎಂದು ಆರೋಪಿಸಿದರು. ಸುಮಾರು 100 ವಿದ್ಯಾರ್ಥಿಗಳಿಗೆ ನಿರ್ಮಿಸಿದ ಹಾಸ್ಟೆಲ್‌ಗಳಲ್ಲಿ 400ಕ್ಕೂ ಹೆಚ್ಚು ವಿದ್ಯಾರ್ಥಿಗಳು ವಾಸವಿದ್ದಾರೆ. ವಿದ್ಯಾರ್ಥಿಗಳಿಗೆ ಕಳಪೆ ಆಹಾರ ನೀಡಲಾಗುತ್ತಿದೆ. ಪ್ರತಿ ವರ್ಷ ವಿದ್ಯಾರ್ಥಿ ವೇತನ ಸರಿಯಾದ ಸಮಯಕ್ಕೆ ಬಿಡುಗಡೆಯಾಗುತ್ತಿಲ್ಲ. ಈ ಹಿನ್ನೆಲೆಯಲ್ಲಿ ಕೂಡಲೇ ಸರ್ಕಾರ ಎಚ್ಚೆತ್ತುಕೊಂಡು ವಿದ್ಯಾರ್ಥಿ ವೇತನ ಬಿಡುಗಡೆ ಮಾಡಬೇಕು ಎಂದು ಆಗ್ರಹಿಸಿದರು. ಎಬಿವಿಪಿ ಗೋಪಿ, ರಾಜ್ಯ ಸಾಮಾಜಿಕ ಜಾಲತಾಣ ಸಂಚಾಲಕ, ಜಿಲ್ಲಾ ಸಂಚಾಲಕ ನಂದೀಶ್, ನಗರ ಕಾರ್ಯದರ್ಶಿ ವಿಕಾಸ್, ರಾಜ್ಯ ಕಾರ್ಯಕಾರಿಣಿ ಸದಸ್ಯರು ಸೇರಿದಂತೆ ನೂರಾರು ವಿದ್ಯಾರ್ಥಿಗಳು ಪ್ರತಿಭಟನೆಯಲ್ಲಿ ಭಾಗವಹಿಸಿದ್ದರು. [658, 653, 834, 1057]
bar-navy [436, 1580, 906, 1588]
kiru-3-body [36, 1068, 276, 1568]
column-rule-tobacco [586, 88, 587, 413]
kiru-1-dateline: • ಚಿತ್ರದುರ್ಗ: [36, 235, 95, 247]
bar-navy-right [1106, 1580, 1331, 1588]
kiru-divider-1 [36, 660, 276, 661]
temple-devotees-photo [944, 1654, 1330, 1872]
skills-body [292, 1238, 752, 1428]
temple-headline: ಹಾಲು ರಾಮೇಶ್ವರದಲ್ಲಿ ನಾಗಲಿಂಗ ದೇವಾಲಯ ಪ್ರತಿಷ್ಠಾಪನೆ [394, 1598, 1059, 1640]
masthead-rule [6, 80, 1331, 83]
tobacco-team-photo [1000, 96, 1330, 410]
paper-name: ಹೊಸ ದಿಗಂತ [54, 10, 178, 43]
column-rule-skills [758, 1160, 759, 1555]
kiru-3-headline: ಇಂಧನ ದಕ್ಷ ಪಂಪ್‌ಸೆಟ್ ಬಳಕೆ ಮತ್ತು ಜಲ ಸಂರಕ್ಷಣೆ ತರಬೇತಿ ಕಾರ್ಯಾಗಾರ [57, 988, 255, 1062]
kiru-1-body [36, 234, 276, 654]
navodaya-headline: ಜವಾಹರ್ ನವೋದಯ ವಿದ್ಯಾಲಯ ಪ್ರವೇಶಕ್ಕೆ ಅರ್ಜಿ [778, 1164, 990, 1210]
weather-icon [690, 12, 752, 60]
scholarship-headline: ವಿದ್ಯಾರ್ಥಿವೇತನ ನೀಡಿ [300, 450, 701, 516]
kiru-divider-2 [36, 982, 276, 983]
print-registration-dots-4 [1182, 1986, 1230, 2005]
column-rule-mid [840, 420, 841, 1155]
pointing-hand-icon: ☞ [6, 88, 58, 140]
medium-headline: ಮಾಧ್ಯಮ ತರಗತಿ ಉದ್ಘಾಟನೆ [1010, 1163, 1213, 1189]
abvp-protest-photo [474, 516, 834, 646]
pdo-body [34, 1702, 374, 1972]
issue-date: 31 ಜುಲೈ 2025 [1178, 30, 1260, 45]
tobacco-body [594, 124, 994, 414]
column-rule-left [280, 88, 281, 1588]
scholarship-dateline: • ಚಿತ್ರದುರ್ಗ: [292, 517, 343, 529]
kirusuddi-column [6, 88, 278, 1573]
bar-orange-right [906, 1580, 1106, 1588]
section-rule-1 [286, 417, 1331, 419]
kiru-2-headline: ವಿಭಾಗೀಯ ಡಾಕ್ ಅದಾಲತ್ [59, 666, 253, 691]
medium-text: ಸಮೀಪದ ಬಿ ದುರ್ಗ ಗ್ರಾಮದಲ್ಲಿ ಸರ್ಕಾರಿ ಹಿರಿಯ ಪ್ರಾಥಮಿಕ ಶಾಲೆ 2025-26ನೇ ಸಾಲಿನ ಇಂಗ್ಲಿಷ್ ದ್ವಿಭಾಷಾ ಮಾಧ್ಯಮ ತರಗತಿಯ ಉದ್ಘಾಟನಾ ಕಾರ್ಯಕ್ರಮವನ್ನು ಶಾಲಾ ಮುಖ್ಯ ಶಿಕ್ಷಕರು ನೆರವೇರಿಸಿದರು. ಸರ್ಕಾರಿ ಶಾಲೆಗಳಲ್ಲಿ ಗುಣಮಟ್ಟದ ಶಿಕ್ಷಣ ದೊರೆಯುತ್ತಿದ್ದು, ಪೋಷಕರು ತಮ್ಮ ಮಕ್ಕಳನ್ನು ಸರ್ಕಾರಿ ಶಾಲೆಗೆ ದಾಖಲಿಸಬೇಕು ಎಂದು ಮನವಿ ಮಾಡಿದರು. ಎಸ್‌ಡಿಎಂಸಿ ಅಧ್ಯಕ್ಷರು, ಸದಸ್ಯರು, ಶಿಕ್ಷಕರು ಹಾಗೂ ಗ್ರಾಮಸ್ಥರು ಉಪಸ್ಥಿತರಿದ್ದರು. [1010, 1197, 1330, 1267]
print-registration-dots-3 [840, 1986, 888, 2005]
paper-tagline: ಸತ್ಯ ನಿಷ್ಠೆಯ ನಿರ್ಭೀತ ಪತ್ರಿಕೆ [56, 46, 143, 58]
kiru-3-dateline: • ಚಿತ್ರದುರ್ಗ: [36, 1069, 86, 1081]
yoga-event-photo [292, 92, 582, 290]
print-registration-dots-2 [498, 1986, 546, 2005]
scholarship-highlights [474, 652, 652, 1082]
paper-emblem-icon [16, 16, 46, 46]
column-rule-navodaya [1004, 1160, 1005, 1555]
medium-dateline: • ಚಳ್ಳಕೆರೆ: [1010, 1197, 1050, 1209]
page-number: ೧೦ [226, 36, 265, 76]
weekday: ಗುರುವಾರ [1178, 8, 1220, 23]
dalit-press-meet-photo [852, 1028, 1326, 1150]
navodaya-body [764, 1216, 1000, 1552]
dalit-text: ಒಳ ಮೀಸಲಾತಿ ಜಾರಿಗೊಳಿಸುವಂತೆ ಸುಪ್ರೀಂಕೋರ್ಟ್ ತೀರ್ಪು ನೀಡಿ ಒಂದು ವರ್ಷ ಪೂರ್ಣಗೊಳ್ಳುತ್ತಿದ್ದರೂ ರಾಜ್ಯ ಸರ್ಕಾರ ಮೀನಮೇಷ ಎಣಿಸುತ್ತಿದೆ. ಇದನ್ನು ವಿರೋಧಿಸಿ ಆಗಸ್ಟ್ 1ರಂದು ಜಿಲ್ಲಾಧಿಕಾರಿ ಕಚೇರಿ ಎದುರು ಧರಣಿ ಸತ್ಯಾಗ್ರಹ ನಡೆಸಲಾಗುವುದು ಎಂದು ದಲಿತ ಮುಖಂಡ ಚಳ್ಳಕೆರೆ ಶ್ರೀನಿವಾಸ್ ತಿಳಿಸಿದರು. ನಗರದ ಪತ್ರಿಕಾ ಭವನದಲ್ಲಿ ಬುಧವಾರ ಸುದ್ದಿಗೋಷ್ಠಿಯಲ್ಲಿ ಮಾತನಾಡಿದ ಅವರು, ಒಳ ಮೀಸಲಾತಿ ಜಾರಿಗೆ ಕಳೆದ 35 ವರ್ಷಗಳಿಂದಲೂ ಹೋರಾಟ ನಡೆಸಲಾಗುತ್ತಿದೆ. ಕಾಂಗ್ರೆಸ್ ಪಕ್ಷ ಚುನಾವಣೆ ಪೂರ್ವದಲ್ಲಿ ಒಳ ಮೀಸಲಾತಿ ಜಾರಿ ಮಾಡುವುದಾಗಿ ಭರವಸೆ ನೀಡಿತ್ತು. 2008 ರಲ್ಲಿ ನಡೆಸಿದ ಆಯೋಗವನ್ನು ರಚಿಸಲಾಯಿತು. ನ್ಯಾಯಮೂರ್ತಿ ನಾಗಮೋಹನ್‌ದಾಸ್ ಆಯೋಗದ ವರದಿ ಪಡೆದು ತಕ್ಷಣ ಜಾರಿಗೊಳಿಸಬೇಕು ಎಂದು ಒತ್ತಾಯಿಸಿದರು. ಆ.1ರಂದು ಬೆಳಗ್ಗೆ 10-30 ಕ್ಕೆ ನಗರದ ಒನಕೆ ಓಬವ್ವ ವೃತ್ತದಿಂದ ಮೆರವಣಿಗೆ ಹೊರಟು ಜಿಲ್ಲಾಧಿಕಾರಿ ಕಚೇರಿ ಎದುರು ಧರಣಿ ನಡೆಸಲಾಗುವುದು. ಸುದ್ದಿಗೋಷ್ಠಿಯಲ್ಲಿ ಸದಸ್ಯರು, ಪದಾಧಿಕಾರಿಗಳು ಉಪಸ್ಥಿತರಿದ್ದರು. [848, 547, 1328, 661]
